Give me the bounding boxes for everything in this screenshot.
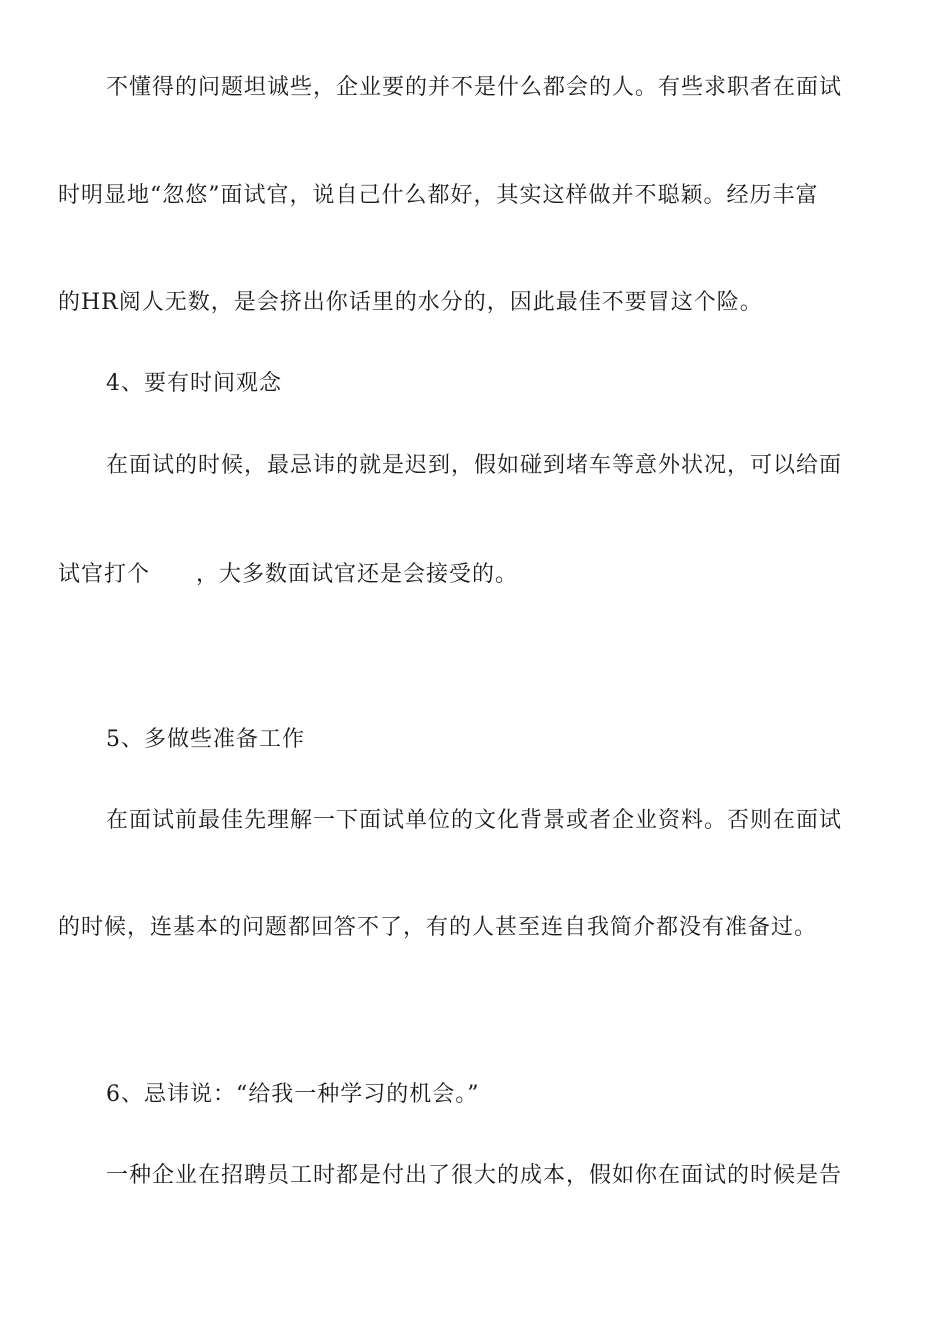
paragraph-line: 不懂得的问题坦诚些，企业要的并不是什么都会的人。有些求职者在面试 xyxy=(106,75,843,100)
section-heading: 5、多做些准备工作 xyxy=(106,727,305,752)
paragraph-line: 试官打个 ，大多数面试官还是会接受的。 xyxy=(58,562,519,587)
paragraph-line: 一种企业在招聘员工时都是付出了很大的成本，假如你在面试的时候是告 xyxy=(106,1163,843,1188)
paragraph-line: 在面试的时候，最忌讳的就是迟到，假如碰到堵车等意外状况，可以给面 xyxy=(106,453,843,478)
section-heading: 6、忌讳说：“给我一种学习的机会。” xyxy=(106,1082,480,1107)
paragraph-line: 时明显地“忽悠”面试官，说自己什么都好，其实这样做并不聪颖。经历丰富 xyxy=(58,183,819,208)
paragraph-line: 在面试前最佳先理解一下面试单位的文化背景或者企业资料。否则在面试 xyxy=(106,808,843,833)
paragraph-line: 的时候，连基本的问题都回答不了，有的人甚至连自我简介都没有准备过。 xyxy=(58,915,818,940)
paragraph-line: 的HR阅人无数，是会挤出你话里的水分的，因此最佳不要冒这个险。 xyxy=(58,290,763,315)
section-heading: 4、要有时间观念 xyxy=(106,371,282,396)
